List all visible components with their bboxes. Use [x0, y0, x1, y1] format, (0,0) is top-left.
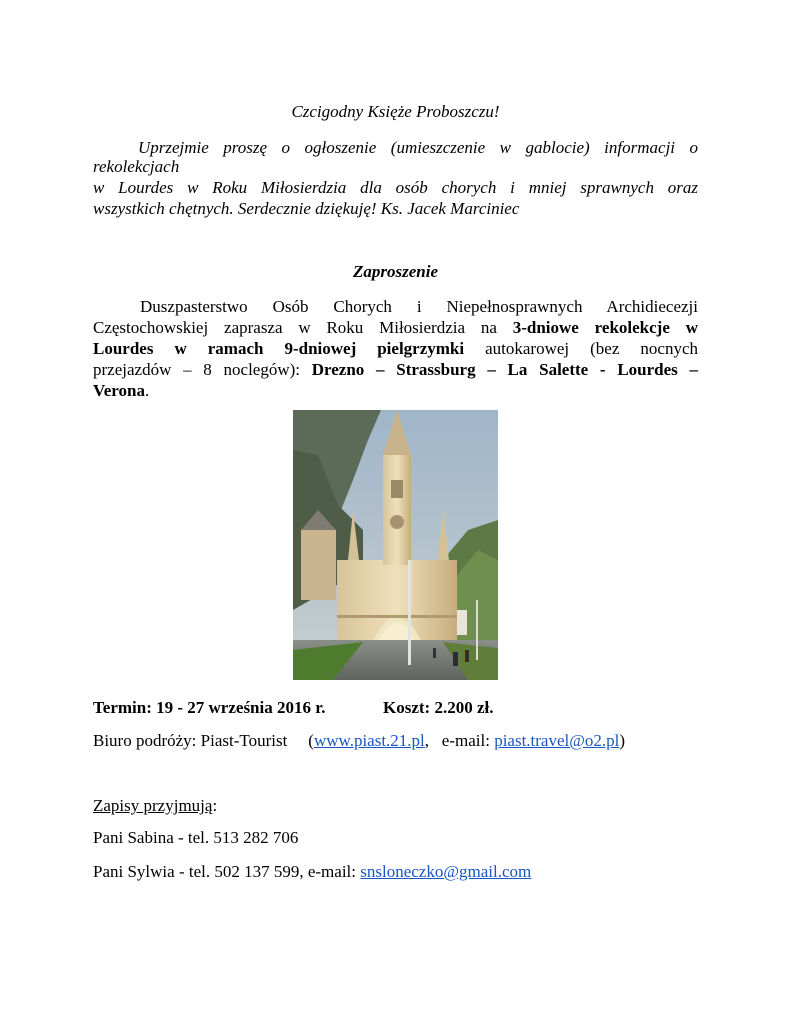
agency-email-label: , e-mail: [424, 731, 495, 750]
invitation-highlight-pilgrimage: Lourdes w ramach 9-dniowej pielgrzymki [93, 339, 465, 358]
invitation-line-4 [93, 359, 698, 380]
invitation-line-3 [93, 338, 698, 359]
contact-sabina: Pani Sabina - tel. 513 282 706 [93, 828, 299, 847]
request-line-3: w Lourdes w Roku Miłosierdzia dla osób chorych i mniej sprawnych oraz [93, 178, 698, 197]
invitation-line-4-text: przejazdów – 8 noclegów): [93, 360, 312, 379]
registration-heading-colon: : [212, 796, 218, 815]
invitation-line-2 [93, 317, 698, 338]
request-line-2: rekolekcjach [93, 157, 180, 176]
invitation-highlight-retreat: 3-dniowe rekolekcje w [512, 318, 698, 337]
agency-website-link[interactable]: www.piast.21.pl [313, 731, 425, 750]
invitation-period: . [144, 381, 150, 400]
invitation-line-5 [93, 380, 149, 401]
contact-sylwia-email-link[interactable]: snsloneczko@gmail.com [360, 862, 532, 881]
agency-paren-close: ) [619, 731, 626, 750]
agency-label: Biuro podróży: Piast-Tourist [93, 731, 288, 750]
contact-sylwia-text: Pani Sylwia - tel. 502 137 599, e-mail: [93, 862, 361, 881]
registration-heading [93, 795, 217, 816]
invitation-route-end: Verona [93, 381, 145, 400]
lourdes-basilica-photo [293, 410, 498, 680]
agency-paren-open: ( [308, 731, 314, 750]
invitation-line-3-text: autokarowej (bez nocnych [464, 339, 698, 358]
term-cost: Koszt: 2.200 zł. [383, 698, 494, 717]
request-line-1: Uprzejmie proszę o ogłoszenie (umieszczenie w gablocie) informacji o [138, 138, 698, 157]
contact-sylwia [93, 861, 531, 882]
greeting: Czcigodny Księże Proboszczu! [291, 102, 500, 121]
registration-heading-text: Zapisy przyjmują [93, 796, 213, 815]
request-line-4: wszystkich chętnych. Serdecznie dziękuję! Ks. Jacek Marciniec [93, 199, 520, 218]
invitation-line-2-text: Częstochowskiej zaprasza w Roku Miłosierdzia na [93, 318, 513, 337]
term-date: Termin: 19 - 27 września 2016 r. [93, 698, 326, 717]
invitation-line-1: Duszpasterstwo Osób Chorych i Niepełnosprawnych Archidiecezji [140, 297, 698, 316]
invitation-route: Drezno – Strassburg – La Salette - Lourdes – [311, 360, 698, 379]
invitation-title: Zaproszenie [353, 262, 438, 281]
agency-line [93, 730, 625, 751]
agency-email-link[interactable]: piast.travel@o2.pl [494, 731, 620, 750]
